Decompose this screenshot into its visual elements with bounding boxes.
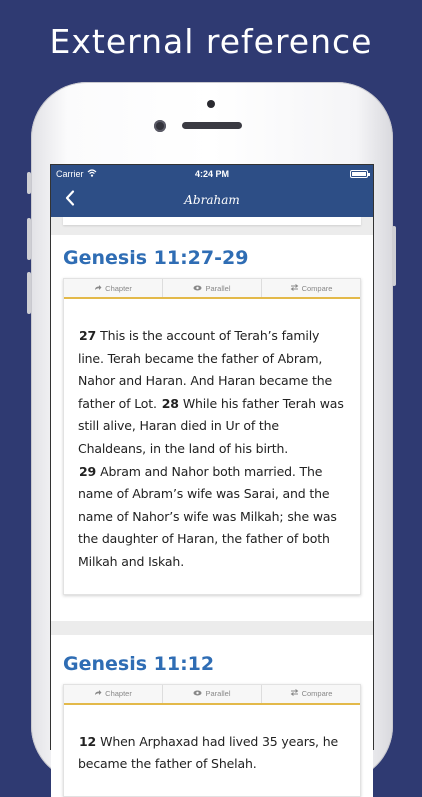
tab-compare-label: Compare: [301, 283, 333, 293]
promo-headline: External reference: [49, 22, 373, 61]
tab-chapter-label: Chapter: [105, 689, 132, 699]
tab-chapter-label: Chapter: [105, 283, 132, 293]
verse-card: [63, 684, 361, 797]
status-bar: [51, 165, 373, 183]
passage-list: [51, 217, 373, 797]
share-arrow-icon: [94, 689, 102, 698]
tab-chapter[interactable]: [64, 685, 163, 703]
verse: [78, 734, 338, 772]
earpiece-speaker: [182, 122, 242, 129]
wifi-icon: [87, 169, 97, 179]
verse-text: [64, 299, 360, 594]
battery-icon: [350, 170, 368, 178]
passage-tabs: [64, 685, 360, 705]
verse-card: [63, 278, 361, 595]
tab-compare[interactable]: [262, 279, 360, 297]
swap-arrows-icon: [290, 284, 299, 293]
chevron-left-icon: [65, 190, 75, 211]
passage-reference[interactable]: Genesis 11:12: [63, 652, 215, 675]
eye-icon: [193, 689, 202, 698]
app-screen: [50, 164, 374, 772]
back-button[interactable]: [59, 189, 81, 211]
passage-section: [51, 235, 373, 621]
tab-compare-label: Compare: [301, 689, 333, 699]
verse-content: This is the account of Terah’s family line. Terah became the father of Abram, Nahor and Haran. And Haran became the father of Lot.: [78, 328, 333, 411]
section-spacer: [51, 595, 373, 621]
tab-parallel-label: Parallel: [205, 283, 231, 293]
battery-level: [352, 172, 366, 176]
tab-chapter[interactable]: [64, 279, 163, 297]
side-button-volume-down: [27, 272, 31, 314]
tab-parallel[interactable]: [163, 279, 262, 297]
verse-number: 29: [79, 463, 97, 479]
front-camera: [154, 120, 166, 132]
share-arrow-icon: [94, 284, 102, 293]
eye-icon: [193, 284, 202, 293]
nav-title: Abraham: [184, 193, 240, 207]
proximity-sensor: [207, 100, 215, 108]
verse-number: 27: [79, 328, 97, 343]
previous-card-edge: [63, 217, 361, 225]
side-button-mute: [27, 172, 31, 194]
side-button-power: [392, 226, 396, 286]
verse-text: [64, 705, 360, 796]
side-button-volume-up: [27, 218, 31, 260]
passage-reference[interactable]: Genesis 11:27-29: [63, 247, 249, 269]
carrier-label: Carrier: [56, 169, 84, 179]
tab-parallel[interactable]: [163, 685, 262, 703]
carrier-group: [56, 169, 97, 179]
verse-content: While his father Terah was still alive, Haran died in Ur of the Chaldeans, in the land of his birth.: [78, 395, 344, 456]
verse-number: 12: [79, 733, 97, 749]
verse-content: Abram and Nahor both married. The name of Abram’s wife was Sarai, and the name of Nahor’s wife was Milkah; she was the daughter of Haran, the father of both Milkah and Iskah.: [78, 463, 337, 569]
passage-section: [51, 635, 373, 797]
tab-parallel-label: Parallel: [205, 689, 231, 699]
tab-compare[interactable]: [262, 685, 360, 703]
status-time: 4:24 PM: [194, 169, 229, 179]
swap-arrows-icon: [290, 689, 299, 698]
nav-bar: [51, 183, 373, 217]
verse: [78, 464, 337, 569]
verse-content: When Arphaxad had lived 35 years, he became the father of Shelah.: [78, 733, 339, 772]
passage-tabs: [64, 279, 360, 299]
verse-number: 28: [161, 395, 179, 411]
